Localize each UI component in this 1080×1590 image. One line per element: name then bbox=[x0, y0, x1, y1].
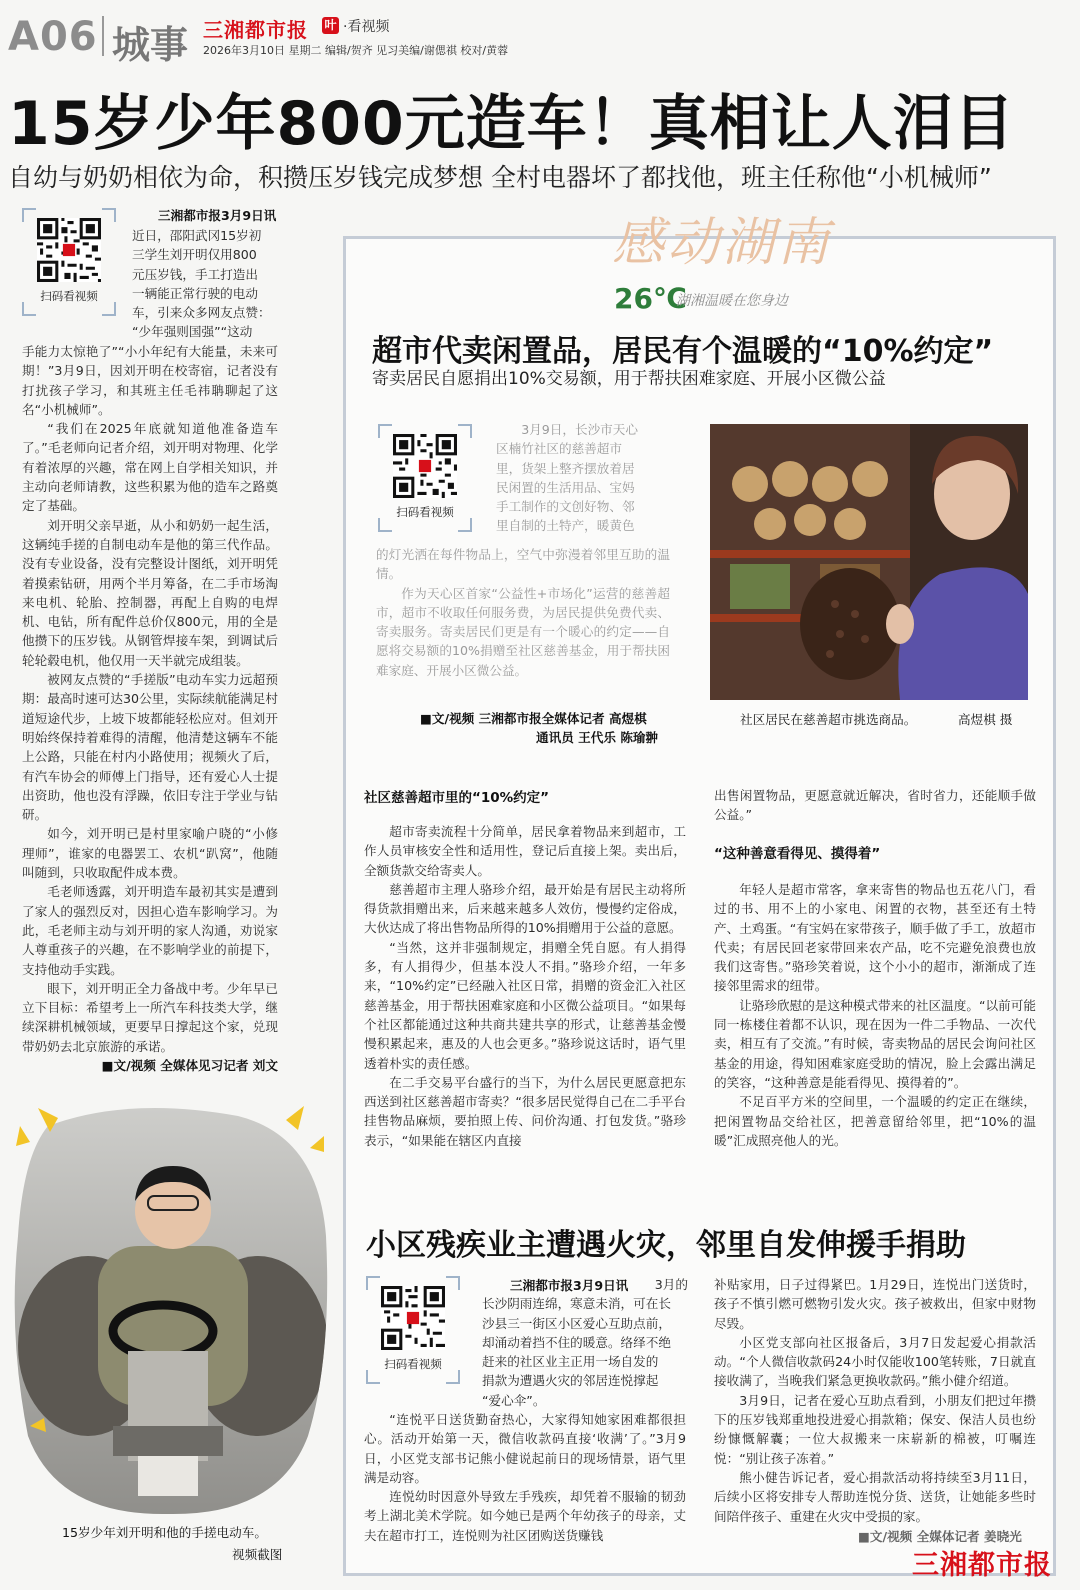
footer-brand-logo: 三湘都市报 bbox=[912, 1550, 1052, 1581]
second-intro-line: 赶来的社区业主正用一场自发的 bbox=[482, 1354, 659, 1370]
feature-title: 超市代卖闲置品，居民有个温暖的“10%约定” bbox=[372, 334, 994, 369]
lead-paragraph: 被网友点赞的“手搓版”电动车实力远超预期：最高时速可达30公里，实际续航能满足村道短途代步，上坡下坡都能轻松应对。但刘开明始终保持着难得的清醒，他清楚这辆车不能上公路，只能在村内小路使用；视频火了后，有汽车协会的师傅上门指导，还有爱心人士提出资助，他也没有浮躁，依旧专注于学业与钻研。 bbox=[22, 672, 278, 823]
masthead-divider bbox=[102, 16, 104, 56]
feature-section-2 bbox=[714, 880, 1036, 1150]
lead-paragraph: “我们在2025年底就知道他准备造车了。”毛老师向记者介绍，刘开明对物理、化学有着浓厚的兴趣，常在网上自学相关知识，并主动向老师请教，这些积累为他的造车之路奠定了基础。 bbox=[22, 421, 278, 514]
second-body-left bbox=[364, 1410, 686, 1545]
lead-paragraph: 刘开明父亲早逝，从小和奶奶一起生活，这辆纯手搓的自制电动车是他的第三代作品。没有专业设备，没有完整设计图纸，刘开明凭着摸索钻研，用两个半月筹备，在二手市场淘来电机、轮胎、控制器，再配上自购的电焊机、电钻，所有配件总价仅800元，用的全是他攒下的压岁钱。从钢管焊接车架，到调试后轮轮毂电机，他仅用一天半就完成组装。 bbox=[22, 517, 278, 668]
lead-byline: ■文/视频 全媒体见习记者 刘文 bbox=[101, 1057, 278, 1073]
feature-paragraph: 在二手交易平台盛行的当下，为什么居民更愿意把东西送到社区慈善超市寄卖？“很多居民觉得自己在二手平台挂售物品麻烦，要拍照上传、问价沟通、打包发货。”骆珍表示，“如果能在辖区内直接 bbox=[364, 1074, 686, 1148]
second-title: 小区残疾业主遭遇火灾，邻里自发伸援手捐助 bbox=[366, 1228, 966, 1263]
feature-paragraph: 年轻人是超市常客，拿来寄售的物品也五花八门，看过的书、用不上的小家电、闲置的衣物，甚至还有土特产、土鸡蛋。“有宝妈在家带孩子，顺手做了手工，放超市代卖；有居民回老家带回来农产品，吃不完避免浪费也放我们这寄售。”骆珍笑着说，这个小小的超市，渐渐成了连接邻里需求的纽带。 bbox=[714, 882, 1036, 994]
feature-paragraph: 慈善超市主理人骆珍介绍，最开始是有居民主动将所得货款捐赠出来，后来越来越多人效仿，慢慢约定俗成，大伙达成了将出售物品所得的10%捐赠用于公益的意愿。 bbox=[364, 881, 686, 936]
qr-code-icon bbox=[393, 434, 457, 498]
feature-subtitle: 寄卖居民自愿捐出10%交易额，用于帮扶困难家庭、开展小区微公益 bbox=[372, 369, 886, 389]
feature-section-2-heading: “这种善意看得见、摸得着” bbox=[714, 846, 881, 862]
feature-intro bbox=[496, 420, 670, 536]
lead-intro-line: “少年强则国强”“这动 bbox=[132, 324, 253, 340]
qr-label: 扫码看视频 bbox=[396, 505, 454, 519]
lead-qr-block[interactable] bbox=[22, 208, 116, 316]
lead-headline: 15岁少年800元造车！真相让人泪目 bbox=[8, 89, 1015, 159]
feature-intro-line: 区楠竹社区的慈善超市 bbox=[496, 441, 622, 457]
second-byline: ■文/视频 全媒体记者 姜晓光 bbox=[858, 1529, 1022, 1544]
lead-photo-credit: 视频截图 bbox=[232, 1547, 283, 1562]
second-intro-line: “爱心伞”。 bbox=[482, 1392, 546, 1408]
lead-paragraph: 毛老师透露，刘开明造车最初其实是遭到了家人的强烈反对，因担心造车影响学习。为此，毛老师主动与刘开明的家人沟通，劝说家人尊重孩子的兴趣，在不影响学业的前提下，支持他动手实践。 bbox=[22, 884, 278, 977]
feature-intro-line: 3月9日，长沙市天心 bbox=[521, 422, 638, 437]
section-name: 城事 bbox=[112, 23, 189, 67]
feature-intro-line: 手工制作的文创好物、邻 bbox=[496, 499, 635, 515]
feature-byline: ■文/视频 三湘都市报全媒体记者 高煜棋 bbox=[420, 711, 647, 726]
feature-photo bbox=[710, 424, 1028, 700]
second-dateline: 三湘都市报3月9日讯 bbox=[510, 1278, 629, 1293]
banner-slogan: 湖湘温暖在您身边 bbox=[676, 293, 788, 309]
second-qr-block[interactable] bbox=[366, 1276, 460, 1384]
lead-subhead: 自幼与奶奶相依为命，积攒压岁钱完成梦想 全村电器坏了都找他，班主任称他“小机械师” bbox=[8, 163, 992, 192]
second-paragraph: 补贴家用，日子过得紧巴。1月29日，连悦出门送货时，孩子不慎引燃可燃物引发火灾。孩子被救出，但家中财物尽毁。 bbox=[714, 1277, 1036, 1331]
feature-paragraph: 让骆珍欣慰的是这种模式带来的社区温度。“以前可能同一栋楼住着都不认识，现在因为一件二手物品、一次代卖，相互有了交流。”有时候，寄卖物品的居民会询问社区基金的用途，得知困难家庭受助的情况，脸上会露出满足的笑容，“这种善意是能看得见、摸得着的”。 bbox=[714, 997, 1036, 1090]
second-paragraph: “连悦平日送货勤奋热心，大家得知她家困难都很担心。活动开始第一天，微信收款码直接‘收满’了。”3月9日，小区党支部书记熊小健说起前日的现场情景，语气里满是动容。 bbox=[364, 1412, 686, 1485]
lead-dateline: 三湘都市报3月9日讯 bbox=[158, 208, 277, 223]
banner-temperature: 26℃ bbox=[614, 282, 687, 315]
feature-banner bbox=[612, 200, 842, 315]
second-intro-line: 3月的 bbox=[654, 1277, 688, 1292]
second-intro-line: 沙县三一街区小区爱心互助点前， bbox=[482, 1315, 671, 1331]
feature-intro-line: 里自制的土特产，暖黄色 bbox=[496, 518, 635, 534]
lead-body bbox=[22, 342, 278, 1075]
app-logo-icon: 叶 bbox=[322, 17, 339, 34]
lead-paragraph: 如今，刘开明已是村里家喻户晓的“小修理师”，谁家的电器罢工、农机“趴窝”，他随叫随到，只收取配件成本费。 bbox=[22, 826, 278, 881]
feature-intro-body bbox=[376, 545, 670, 680]
shopper-image bbox=[710, 424, 1028, 700]
feature-photo-caption: 社区居民在慈善超市挑选商品。 bbox=[740, 712, 917, 727]
lead-intro-line: 三学生刘开明仅用800 bbox=[132, 247, 257, 263]
feature-paragraph: 作为天心区首家“公益性+市场化”运营的慈善超市，超市不收取任何服务费，为居民提供免费代卖、寄卖服务。寄卖居民们更是有一个暖心的约定——自愿将交易额的10%捐赠至社区慈善基金，用于帮扶困难家庭、开展小区微公益。 bbox=[376, 585, 670, 678]
lead-paragraph: 眼下，刘开明正全力备战中考。少年早已立下目标：希望考上一所汽车科技类大学，继续深耕机械领域，更要早日撑起这个家，兑现带奶奶去北京旅游的承诺。 bbox=[22, 980, 278, 1054]
lead-intro-line: 近日，邵阳武冈15岁初 bbox=[132, 228, 262, 243]
qr-code-icon bbox=[37, 218, 101, 282]
feature-paragraph: 的灯光洒在每件物品上，空气中弥漫着邻里互助的温情。 bbox=[376, 547, 670, 582]
lead-paragraph: 手能力太惊艳了”“小小年纪有大能量，未来可期！”3月9日，因刘开明在校寄宿，记者没有打扰孩子学习，和其班主任毛祎聃聊起了这名“小机械师”。 bbox=[22, 344, 278, 417]
qr-code-icon bbox=[381, 1286, 445, 1350]
feature-section-1-continued: 出售闲置物品，更愿意就近解决，省时省力，还能顺手做公益。” bbox=[714, 788, 1036, 823]
second-paragraph: 熊小健告诉记者，爱心捐款活动将持续至3月11日，后续小区将安排专人帮助连悦分货、送货，让她能多些时间陪伴孩子、重建在火灾中受损的家。 bbox=[714, 1469, 1036, 1524]
boy-with-car-image bbox=[8, 1096, 332, 1520]
video-label: ·看视频 bbox=[343, 19, 390, 35]
lead-intro-line: 元压岁钱，手工打造出 bbox=[132, 266, 258, 282]
lead-intro bbox=[132, 226, 278, 342]
feature-qr-block[interactable] bbox=[378, 424, 472, 532]
lead-photo bbox=[8, 1096, 332, 1520]
feature-intro-line: 民闲置的生活用品、宝妈 bbox=[496, 479, 635, 495]
second-body-right bbox=[714, 1275, 1036, 1526]
second-paragraph: 3月9日，记者在爱心互助点看到，小朋友们把过年攒下的压岁钱郑重地投进爱心捐款箱；保安、保洁人员也纷纷慷慨解囊；一位大叔搬来一床崭新的棉被，叮嘱连悦：“别让孩子冻着。” bbox=[714, 1392, 1036, 1466]
banner-title: 感动湖南 bbox=[612, 213, 833, 273]
feature-paragraph: 不足百平方米的空间里，一个温暖的约定正在继续，把闲置物品交给社区，把善意留给邻里，把“10%的温暖”汇成照亮他人的光。 bbox=[714, 1094, 1036, 1148]
feature-photo-credit: 高煜棋 摄 bbox=[958, 712, 1013, 727]
feature-section-1 bbox=[364, 822, 686, 1150]
feature-section-1-heading: 社区慈善超市里的“10%约定” bbox=[364, 790, 550, 806]
feature-paragraph: 超市寄卖流程十分简单，居民拿着物品来到超市，工作人员审核安全性和适用性，登记后直接上架。卖出后，全额货款交给寄卖人。 bbox=[364, 824, 686, 878]
second-intro-line: 却涌动着挡不住的暖意。络绎不绝 bbox=[482, 1334, 671, 1350]
lead-photo-caption: 15岁少年刘开明和他的手搓电动车。 bbox=[62, 1525, 267, 1540]
second-intro bbox=[482, 1275, 688, 1410]
feature-byline-2: 通讯员 王代乐 陈瑜翀 bbox=[536, 730, 659, 745]
qr-label: 扫码看视频 bbox=[384, 1357, 442, 1371]
feature-paragraph: “当然，这并非强制规定，捐赠全凭自愿。有人捐得多，有人捐得少，但基本没人不捐。”骆珍介绍，一年多来，“10%约定”已经融入社区日常，捐赠的资金汇入社区慈善基金，用于帮扶困难家庭和小区微公益项目。“如果每个社区都能通过这种共商共建共享的形式，让慈善基金慢慢积累起来，惠及的人也会更多。”骆珍说这话时，语气里透着朴实的责任感。 bbox=[364, 939, 686, 1071]
second-intro-line: 长沙阴雨连绵，寒意未消，可在长 bbox=[482, 1296, 671, 1312]
second-intro-line: 捐款为遭遇火灾的邻居连悦撑起 bbox=[482, 1373, 659, 1389]
newspaper-brand: 三湘都市报 bbox=[203, 18, 308, 42]
second-paragraph: 连悦幼时因意外导致左手残疾，却凭着不服输的韧劲考上湖北美术学院。如今她已是两个年幼孩子的母亲，丈夫在超市打工，连悦则为社区团购送货赚钱 bbox=[364, 1489, 686, 1543]
qr-label: 扫码看视频 bbox=[40, 289, 98, 303]
second-paragraph: 小区党支部向社区报备后，3月7日发起爱心捐款活动。“个人微信收款码24小时仅能收100笔转账，7日就直接收满了，当晚我们紧急更换收款码。”熊小健介绍道。 bbox=[714, 1334, 1036, 1389]
feature-intro-line: 里，货架上整齐摆放着居 bbox=[496, 460, 635, 476]
page-number: A06 bbox=[8, 14, 98, 60]
lead-intro-line: 车，引来众多网友点赞： bbox=[132, 305, 271, 321]
issue-meta: 2026年3月10日 星期二 编辑/贺齐 见习美编/谢偲祺 校对/黄蓉 bbox=[203, 44, 509, 57]
lead-intro-line: 一辆能正常行驶的电动 bbox=[132, 285, 258, 301]
